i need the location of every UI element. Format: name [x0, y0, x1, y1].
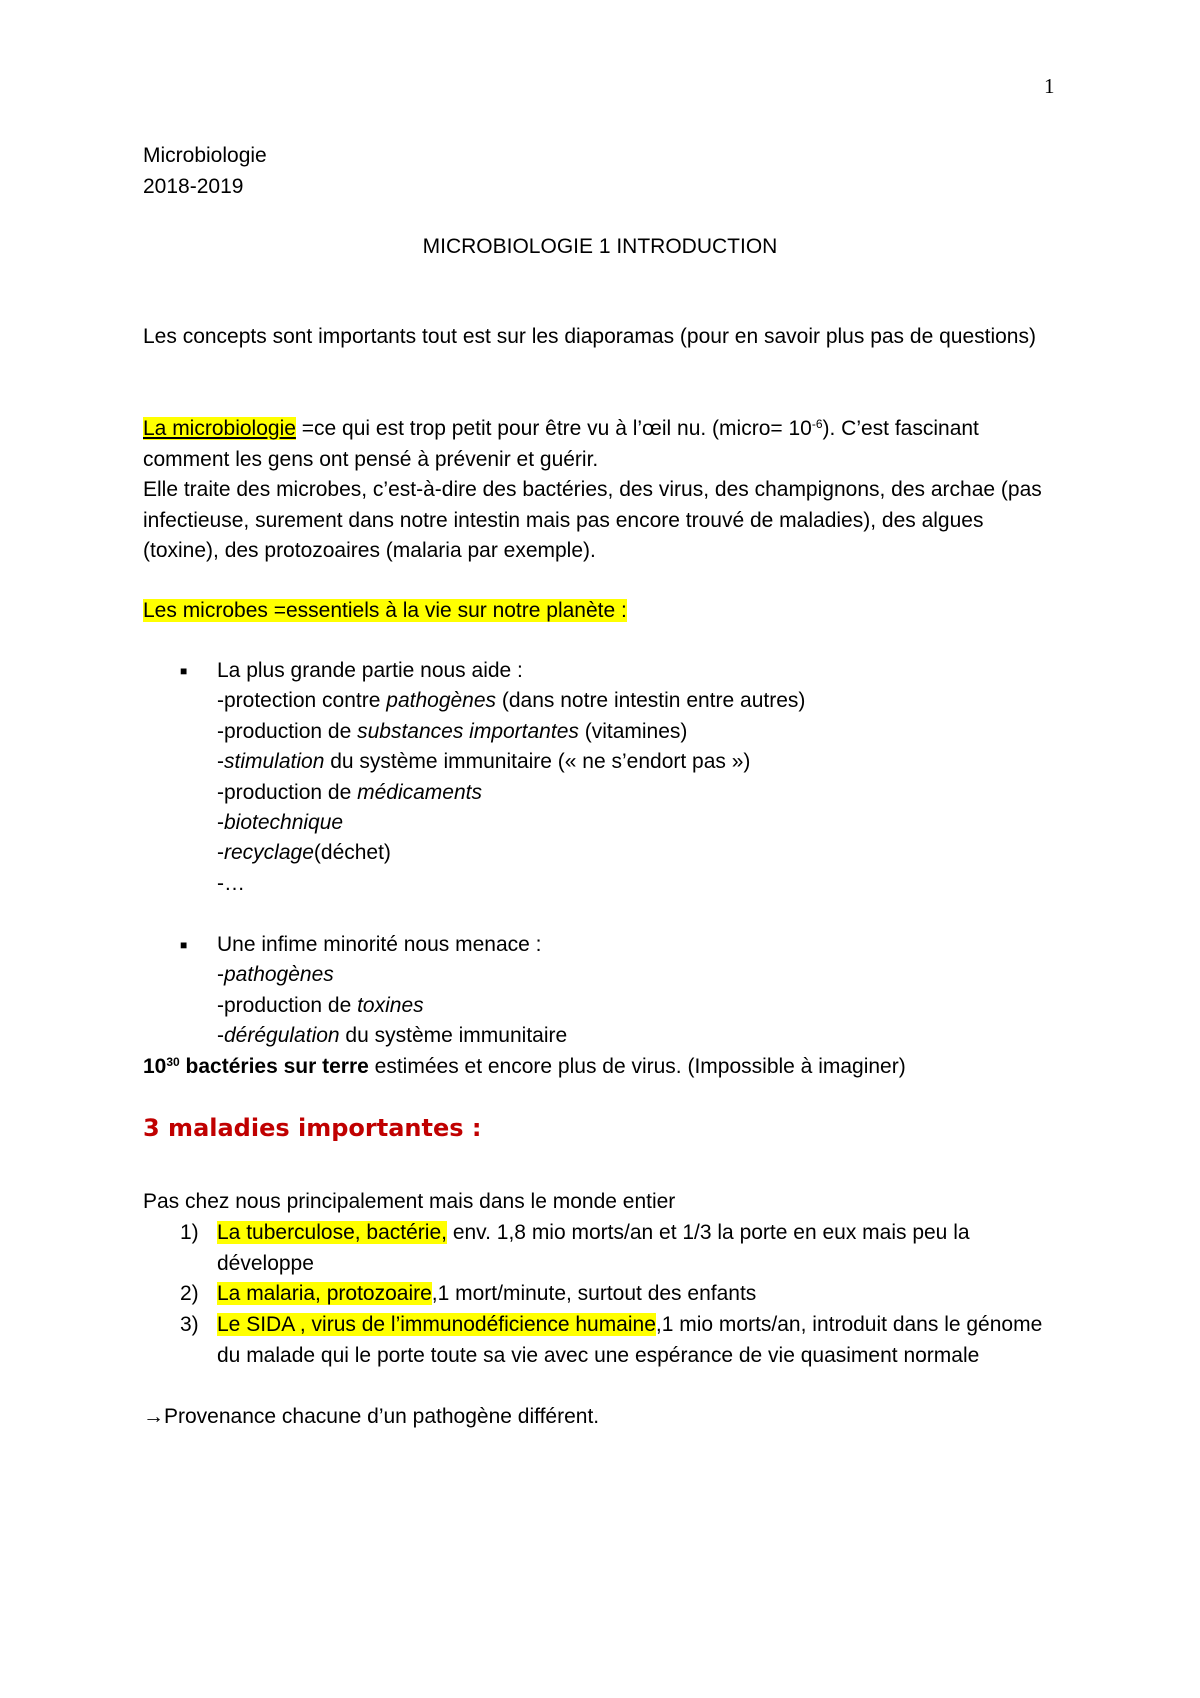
helpful-title: La plus grande partie nous aide :	[217, 659, 523, 682]
helpful-item: -production de médicaments	[217, 780, 482, 804]
list-item: Le SIDA , virus de l’immunodéficience humaine,1 mio morts/an, introduit dans le génome du malade qui le porte toute sa vie avec une espérance de vie quasiment normale	[217, 1313, 1043, 1367]
harmful-item: -dérégulation du système immunitaire	[217, 1024, 568, 1048]
definition-text-1: =ce qui est trop petit pour être vu à l’œil nu. (micro= 10	[295, 417, 812, 440]
harmful-title: Une infime minorité nous menace :	[217, 933, 542, 956]
list-item: La malaria, protozoaire,1 mort/minute, surtout des enfants	[217, 1282, 757, 1305]
list-item: La tuberculose, bactérie, env. 1,8 mio morts/an et 1/3 la porte en eux mais peu la développe	[217, 1221, 970, 1275]
microbes-description: Elle traite des microbes, c’est-à-dire des bactéries, des virus, des champignons, des archae (pas infectieuse, surement dans notre intestin mais pas encore trouvé de maladies), des algues (toxine), des protozoaires (malaria par exemple).	[143, 478, 1042, 562]
definition-exponent: -6	[811, 417, 823, 431]
list-number: 1)	[180, 1221, 199, 1244]
page-number: 1	[1044, 74, 1055, 98]
definition-paragraph	[143, 414, 1063, 567]
harmful-microbes-list	[217, 930, 1077, 1052]
helpful-item: -recyclage(déchet)	[217, 841, 391, 865]
intro-paragraph: Les concepts sont importants tout est sur les diaporamas (pour en savoir plus pas de questions)	[143, 325, 1036, 348]
course-header	[143, 141, 1063, 202]
definition-text-2: ). C’est fascinant comment les gens ont pensé à prévenir et guérir.	[143, 417, 979, 471]
harmful-item: -pathogènes	[217, 963, 334, 987]
arrow-right-icon: →	[143, 1405, 164, 1428]
list-number: 2)	[180, 1282, 199, 1305]
helpful-item: -stimulation du système immunitaire (« ne s’endort pas »)	[217, 750, 751, 774]
course-year: 2018-2019	[143, 174, 244, 198]
diseases-intro: Pas chez nous principalement mais dans le monde entier	[143, 1190, 676, 1213]
helpful-item: -biotechnique	[217, 811, 344, 835]
helpful-microbes-list	[217, 656, 1077, 899]
helpful-item: -protection contre pathogènes (dans notre intestin entre autres)	[217, 689, 806, 713]
definition-term: La microbiologie	[143, 417, 296, 440]
bullet-square-icon: ■	[180, 938, 188, 952]
bullet-square-icon: ■	[180, 664, 188, 678]
harmful-item: -production de toxines	[217, 993, 424, 1017]
bacteria-estimate: $10^{30}$ bactéries sur terre estimées et encore plus de virus. (Impossible à imaginer)	[143, 1055, 906, 1078]
helpful-item: -production de substances importantes (vitamines)	[217, 719, 688, 743]
list-number: 3)	[180, 1313, 199, 1336]
document-title: MICROBIOLOGIE 1 INTRODUCTION	[422, 235, 778, 258]
essential-heading-text: Les microbes =essentiels à la vie sur notre planète :	[143, 599, 627, 622]
essential-heading	[143, 596, 1063, 627]
course-name: Microbiologie	[143, 144, 267, 167]
helpful-item: -…	[217, 871, 245, 895]
conclusion: →Provenance chacune d’un pathogène différent.	[143, 1405, 600, 1428]
diseases-heading: 3 maladies importantes :	[143, 1114, 482, 1142]
